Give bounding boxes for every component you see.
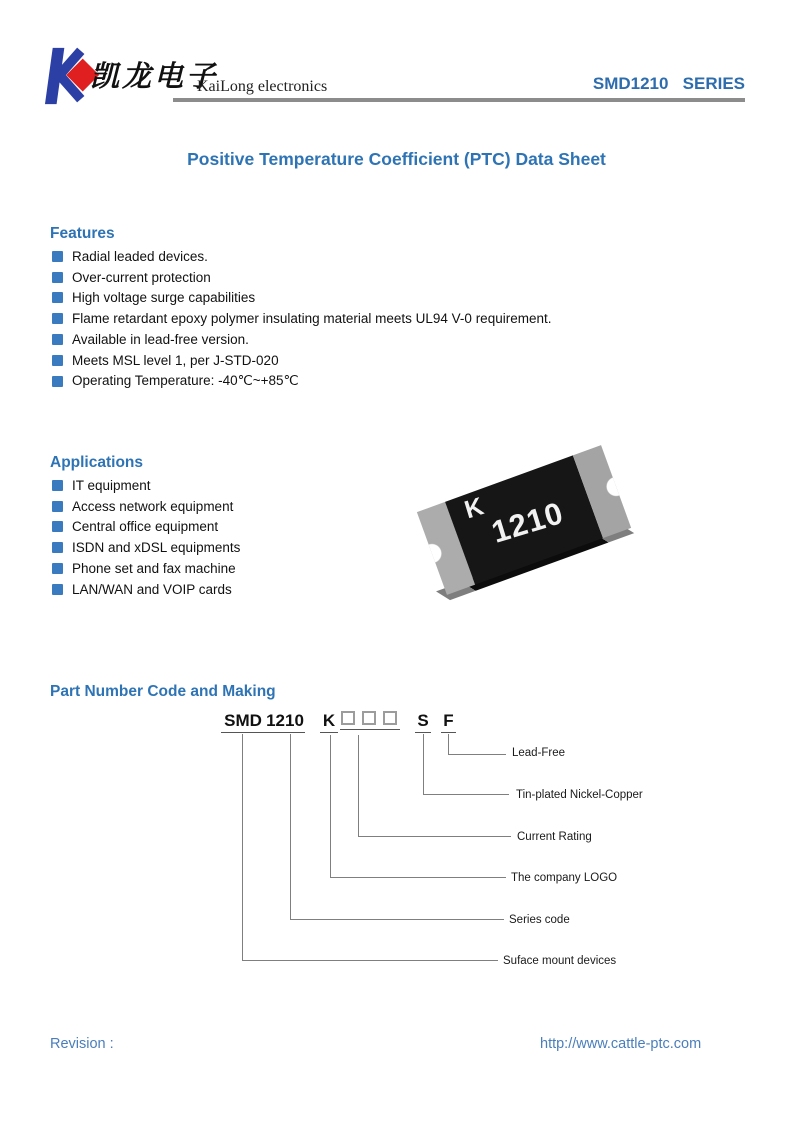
feature-text: Available in lead-free version. [72, 332, 249, 348]
bullet-square-icon [52, 542, 63, 553]
applications-heading: Applications [50, 454, 144, 471]
pn-label-rating: Current Rating [517, 831, 592, 843]
application-text: ISDN and xDSL equipments [72, 540, 241, 556]
website-link[interactable]: http://www.cattle-ptc.com [540, 1036, 702, 1052]
rating-box-icon [383, 711, 397, 725]
list-item [52, 475, 240, 496]
bullet-square-icon [52, 563, 63, 574]
feature-text: Flame retardant epoxy polymer insulating material meets UL94 V-0 requirement. [72, 311, 552, 327]
bullet-square-icon [52, 584, 63, 595]
pn-segment-series: 1210 [265, 711, 305, 733]
bullet-square-icon [52, 313, 63, 324]
list-item [52, 579, 240, 600]
series-label: SMD1210 SERIES [592, 74, 745, 93]
pn-segment-rating-boxes [340, 711, 400, 730]
list-item [52, 267, 551, 288]
pn-label-plating: Tin-plated Nickel-Copper [516, 789, 643, 801]
features-heading: Features [50, 225, 115, 242]
bullet-square-icon [52, 334, 63, 345]
application-text: Access network equipment [72, 498, 234, 514]
pn-segment-leadfree: F [441, 711, 456, 733]
bullet-square-icon [52, 480, 63, 491]
list-item [52, 308, 551, 329]
feature-text: High voltage surge capabilities [72, 290, 256, 306]
bullet-square-icon [52, 292, 63, 303]
company-name-english: KaiLong electronics [197, 78, 328, 95]
product-photo [412, 448, 642, 598]
feature-text: Radial leaded devices. [72, 248, 208, 264]
applications-list [52, 475, 240, 600]
application-text: Phone set and fax machine [72, 561, 236, 577]
list-item [52, 350, 551, 371]
page-title: Positive Temperature Coefficient (PTC) Data Sheet [187, 149, 606, 169]
list-item [52, 371, 551, 392]
chip-marking-logo: K [461, 492, 487, 525]
application-text: IT equipment [72, 477, 151, 493]
bullet-square-icon [52, 355, 63, 366]
company-name-chinese: 凯龙电子 [90, 59, 219, 93]
rating-box-icon [341, 711, 355, 725]
chip-marking-size: 1210 [487, 495, 568, 550]
list-item [52, 517, 240, 538]
feature-text: Over-current protection [72, 269, 211, 285]
smd-chip-image [417, 445, 631, 595]
bullet-square-icon [52, 376, 63, 387]
pn-label-logo: The company LOGO [511, 872, 618, 884]
pn-label-series: Series code [509, 914, 570, 926]
list-item [52, 558, 240, 579]
pn-segment-plating: S [415, 711, 431, 733]
leader-line-smd [242, 734, 498, 961]
bullet-square-icon [52, 501, 63, 512]
header-divider [173, 98, 745, 102]
feature-text: Meets MSL level 1, per J-STD-020 [72, 352, 279, 368]
list-item [52, 246, 551, 267]
part-number-heading: Part Number Code and Making [50, 683, 276, 700]
pn-segment-logo: K [320, 711, 338, 733]
bullet-square-icon [52, 521, 63, 532]
pn-label-smd: Suface mount devices [503, 955, 617, 967]
pn-segment-smd: SMD [221, 711, 265, 733]
list-item [52, 288, 551, 309]
bullet-square-icon [52, 272, 63, 283]
application-text: Central office equipment [72, 519, 219, 535]
bullet-square-icon [52, 251, 63, 262]
pn-label-leadfree: Lead-Free [512, 747, 566, 759]
feature-text: Operating Temperature: -40℃~+85℃ [72, 373, 299, 389]
list-item [52, 329, 551, 350]
list-item [52, 537, 240, 558]
rating-box-icon [362, 711, 376, 725]
list-item [52, 496, 240, 517]
features-list [52, 246, 551, 392]
application-text: LAN/WAN and VOIP cards [72, 581, 232, 597]
revision-label: Revision : [50, 1036, 114, 1052]
